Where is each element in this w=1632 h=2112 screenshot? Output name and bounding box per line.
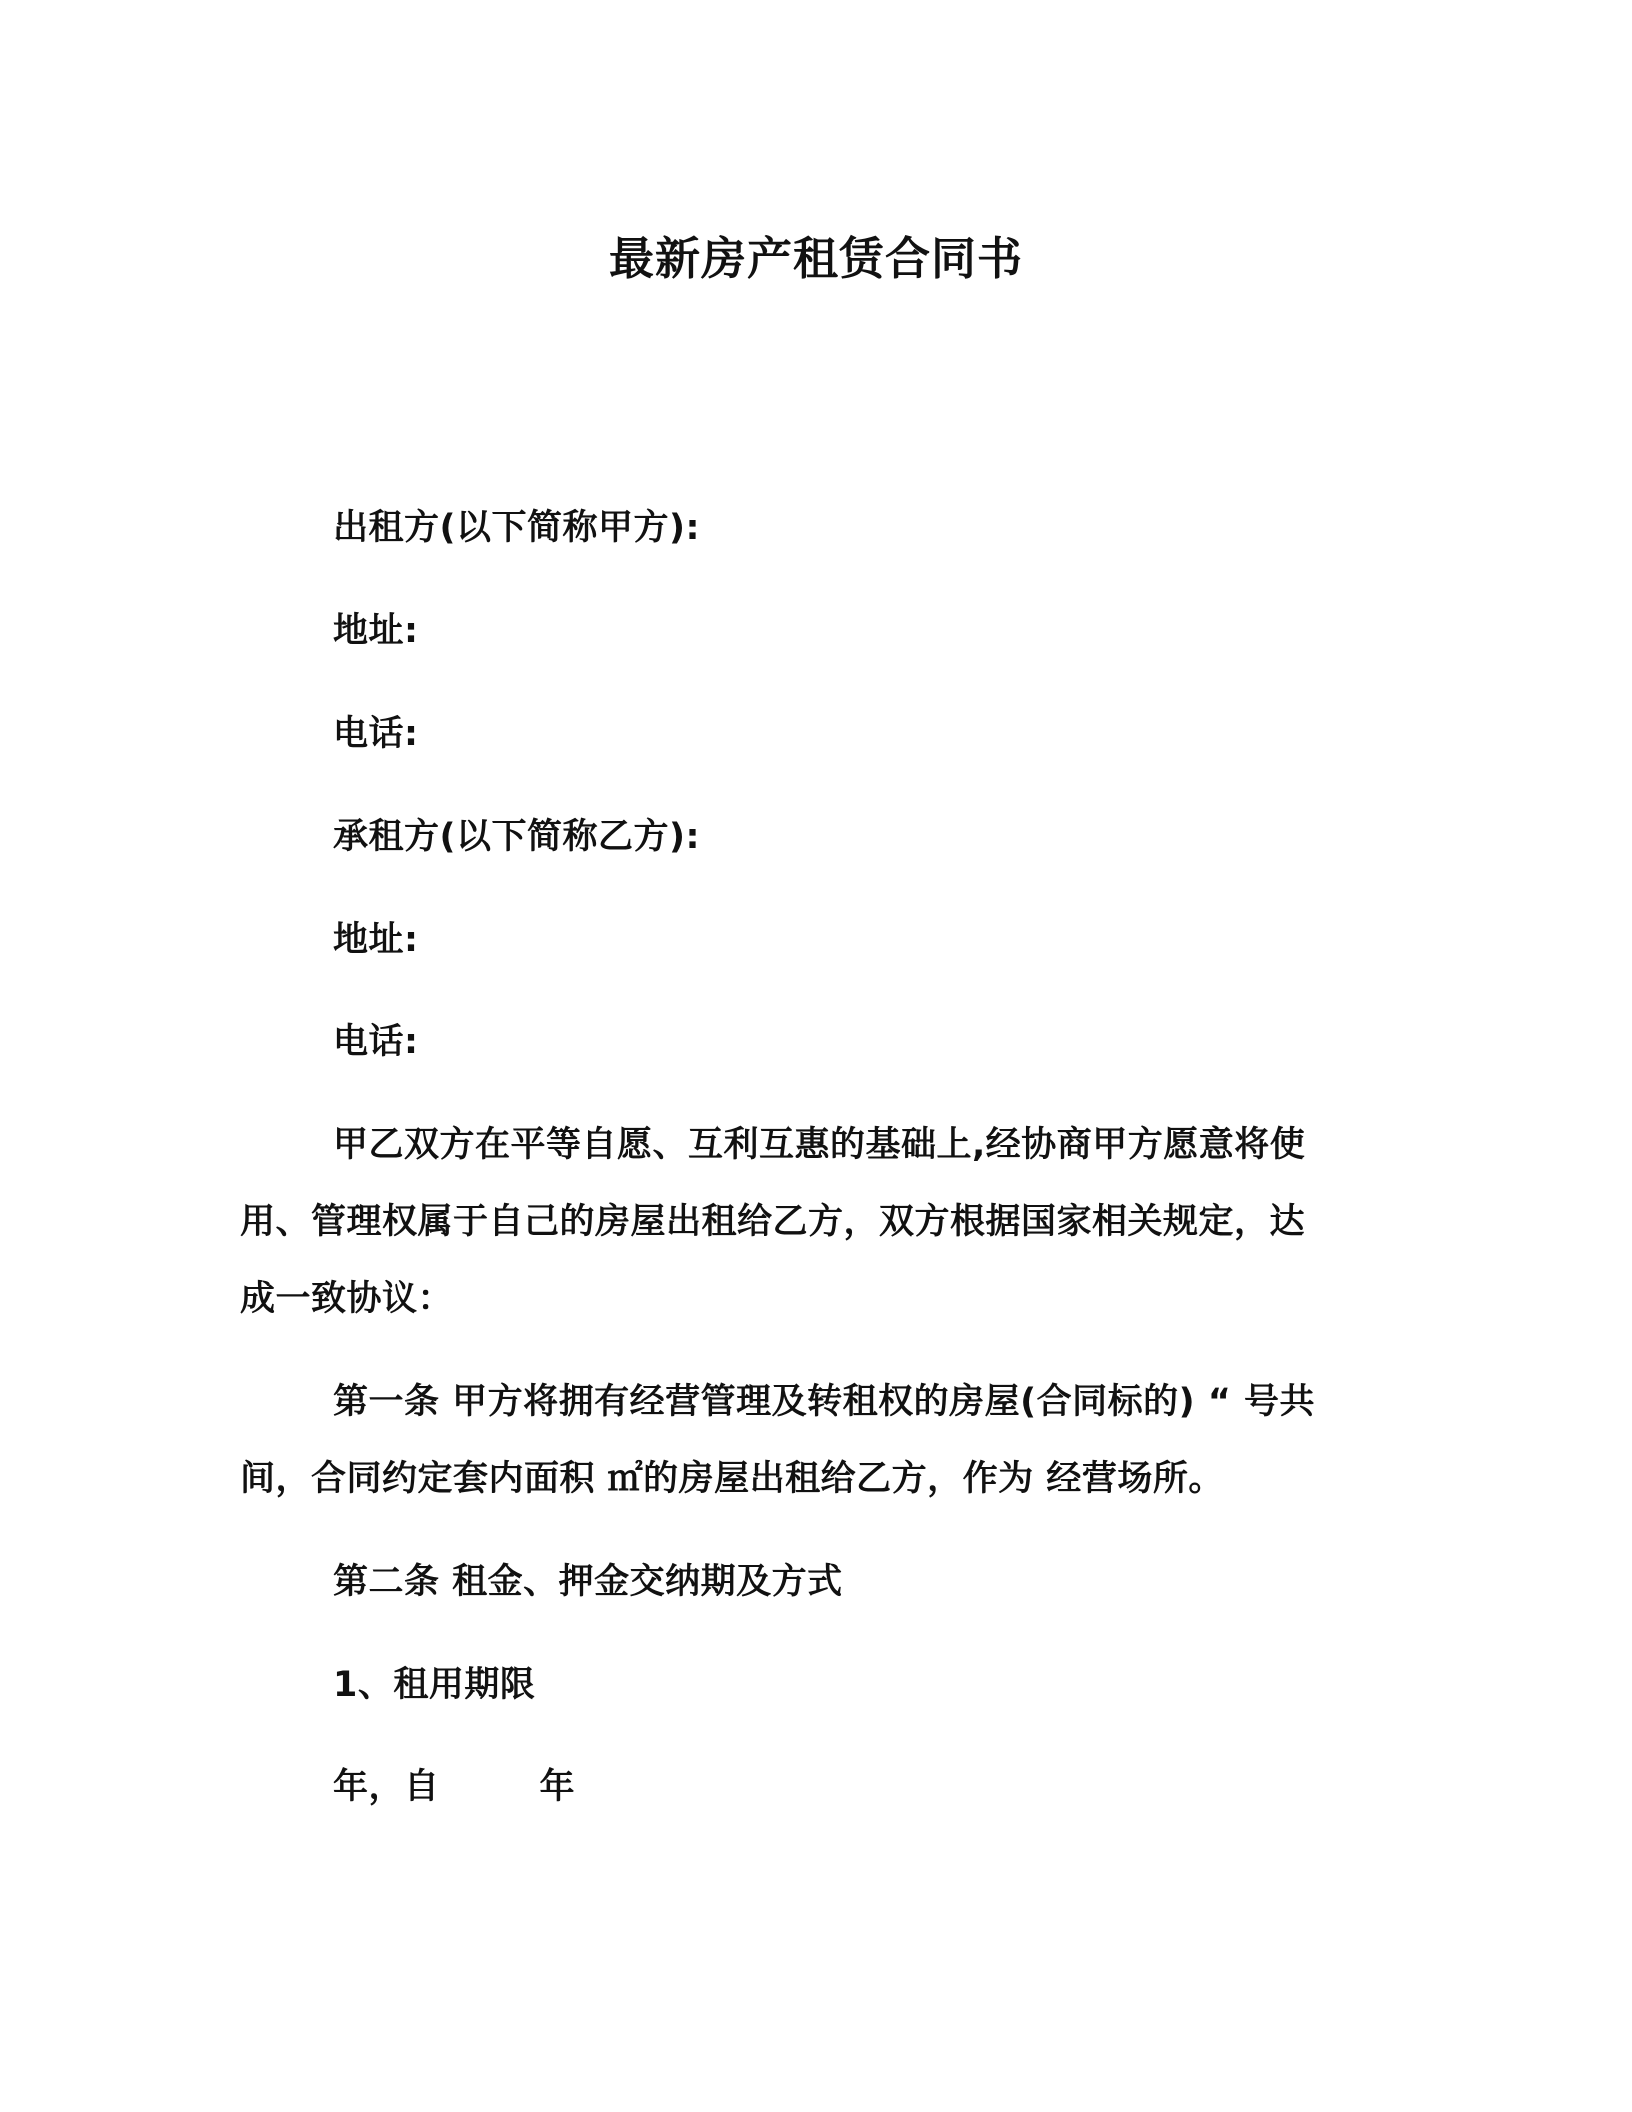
article1-line-2: 间，合同约定套内面积 ㎡的房屋出租给乙方，作为 经营场所。 — [240, 1459, 1224, 1499]
preamble-line-1: 甲乙双方在平等自愿、互利互惠的基础上,经协商甲方愿意将使 — [333, 1125, 1306, 1165]
article2-item1: 1、租用期限 — [333, 1665, 536, 1705]
article2-heading: 第二条 租金、押金交纳期及方式 — [333, 1562, 843, 1602]
preamble-line-3: 成一致协议： — [240, 1279, 454, 1319]
lessor-address-label: 地址: — [333, 611, 419, 651]
lessor-phone-label: 电话: — [333, 714, 419, 754]
preamble-line-2: 用、管理权属于自己的房屋出租给乙方，双方根据国家相关规定，达 — [240, 1202, 1306, 1242]
lessee-address-label: 地址: — [333, 920, 419, 960]
lessor-label: 出租方(以下简称甲方): — [333, 508, 700, 548]
document-title: 最新房产租赁合同书 — [608, 232, 1023, 285]
rental-term-part2: 年 — [539, 1767, 576, 1807]
lessee-label: 承租方(以下简称乙方): — [333, 817, 700, 857]
article1-line-1: 第一条 甲方将拥有经营管理及转租权的房屋(合同标的) “ 号共 — [333, 1382, 1316, 1422]
lessee-phone-label: 电话: — [333, 1022, 419, 1062]
rental-term-line — [333, 1759, 575, 1809]
rental-term-part1: 年，自 — [333, 1767, 440, 1807]
